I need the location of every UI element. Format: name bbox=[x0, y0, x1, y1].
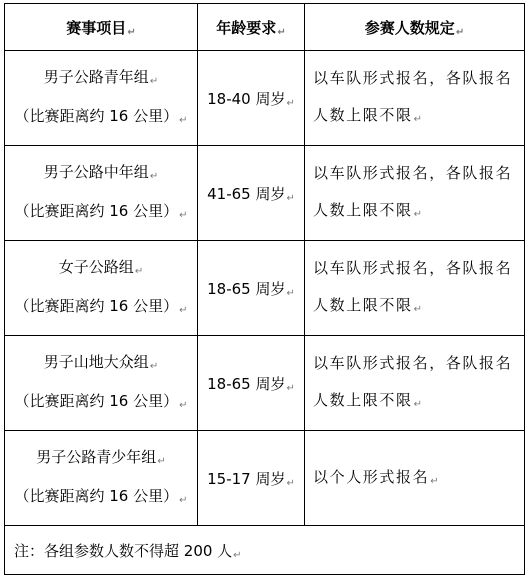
registration-rule: 以车队形式报名，各队报名人数上限不限 bbox=[313, 259, 513, 314]
paragraph-mark-icon: ↵ bbox=[277, 26, 286, 38]
registration-rule: 以车队形式报名，各队报名人数上限不限 bbox=[313, 69, 513, 124]
event-name: 男子公路青少年组 bbox=[36, 448, 157, 466]
paragraph-mark-icon: ↵ bbox=[127, 26, 136, 38]
event-cell bbox=[5, 51, 198, 146]
paragraph-mark-icon: ↵ bbox=[149, 76, 159, 87]
table-header-row bbox=[5, 4, 525, 51]
registration-rule: 以个人形式报名 bbox=[313, 467, 430, 486]
paragraph-mark-icon: ↵ bbox=[413, 304, 424, 315]
paragraph-mark-icon: ↵ bbox=[233, 549, 242, 561]
paragraph-mark-icon: ↵ bbox=[157, 456, 166, 467]
header-event bbox=[5, 4, 198, 51]
age-range: 15-17 周岁 bbox=[207, 469, 286, 488]
table-row bbox=[5, 431, 525, 526]
event-cell bbox=[5, 241, 198, 336]
rule-cell bbox=[305, 431, 525, 526]
registration-rule: 以车队形式报名，各队报名人数上限不限 bbox=[313, 354, 513, 409]
paragraph-mark-icon: ↵ bbox=[413, 209, 424, 220]
age-range: 18-65 周岁 bbox=[207, 279, 286, 298]
note-cell bbox=[5, 526, 525, 575]
registration-rule: 以车队形式报名，各队报名人数上限不限 bbox=[313, 164, 513, 219]
rule-cell bbox=[305, 241, 525, 336]
paragraph-mark-icon: ↵ bbox=[286, 382, 295, 394]
paragraph-mark-icon: ↵ bbox=[134, 266, 144, 277]
age-cell bbox=[198, 51, 305, 146]
paragraph-mark-icon: ↵ bbox=[149, 361, 159, 372]
event-name: 男子公路青年组 bbox=[43, 68, 149, 86]
paragraph-mark-icon: ↵ bbox=[413, 114, 424, 125]
header-age bbox=[198, 4, 305, 51]
paragraph-mark-icon: ↵ bbox=[413, 399, 424, 410]
event-cell bbox=[5, 431, 198, 526]
age-cell bbox=[198, 336, 305, 431]
paragraph-mark-icon: ↵ bbox=[286, 192, 295, 204]
competition-rules-table bbox=[4, 3, 525, 575]
event-name: 女子公路组 bbox=[58, 258, 134, 276]
event-distance: （比赛距离约 16 公里） bbox=[14, 202, 179, 220]
event-distance: （比赛距离约 16 公里） bbox=[14, 392, 179, 410]
rule-cell bbox=[305, 51, 525, 146]
event-distance: （比赛距离约 16 公里） bbox=[14, 487, 179, 505]
event-name: 男子山地大众组 bbox=[43, 353, 149, 371]
paragraph-mark-icon: ↵ bbox=[286, 97, 295, 109]
rule-cell bbox=[305, 336, 525, 431]
note-row bbox=[5, 526, 525, 575]
age-range: 18-65 周岁 bbox=[207, 374, 286, 393]
age-cell bbox=[198, 431, 305, 526]
table-row bbox=[5, 146, 525, 241]
event-distance: （比赛距离约 16 公里） bbox=[14, 297, 179, 315]
event-name: 男子公路中年组 bbox=[43, 163, 149, 181]
table-row bbox=[5, 51, 525, 146]
event-cell bbox=[5, 336, 198, 431]
rule-cell bbox=[305, 146, 525, 241]
age-cell bbox=[198, 241, 305, 336]
event-cell bbox=[5, 146, 198, 241]
paragraph-mark-icon: ↵ bbox=[455, 26, 465, 38]
age-cell bbox=[198, 146, 305, 241]
paragraph-mark-icon: ↵ bbox=[179, 210, 188, 221]
header-event-label: 赛事项目 bbox=[66, 18, 127, 37]
table-note: 注：各组参数人数不得超 200 人 bbox=[14, 541, 233, 560]
paragraph-mark-icon: ↵ bbox=[179, 495, 188, 506]
paragraph-mark-icon: ↵ bbox=[286, 287, 295, 299]
header-age-label: 年龄要求 bbox=[216, 18, 277, 37]
age-range: 41-65 周岁 bbox=[207, 184, 286, 203]
event-distance: （比赛距离约 16 公里） bbox=[14, 107, 179, 125]
table-row bbox=[5, 241, 525, 336]
paragraph-mark-icon: ↵ bbox=[179, 115, 188, 126]
table-row bbox=[5, 336, 525, 431]
paragraph-mark-icon: ↵ bbox=[286, 477, 295, 489]
paragraph-mark-icon: ↵ bbox=[149, 171, 159, 182]
paragraph-mark-icon: ↵ bbox=[179, 400, 188, 411]
paragraph-mark-icon: ↵ bbox=[430, 475, 441, 487]
paragraph-mark-icon: ↵ bbox=[179, 305, 188, 316]
header-participants bbox=[305, 4, 525, 51]
header-participants-label: 参赛人数规定 bbox=[364, 18, 455, 37]
age-range: 18-40 周岁 bbox=[207, 89, 286, 108]
